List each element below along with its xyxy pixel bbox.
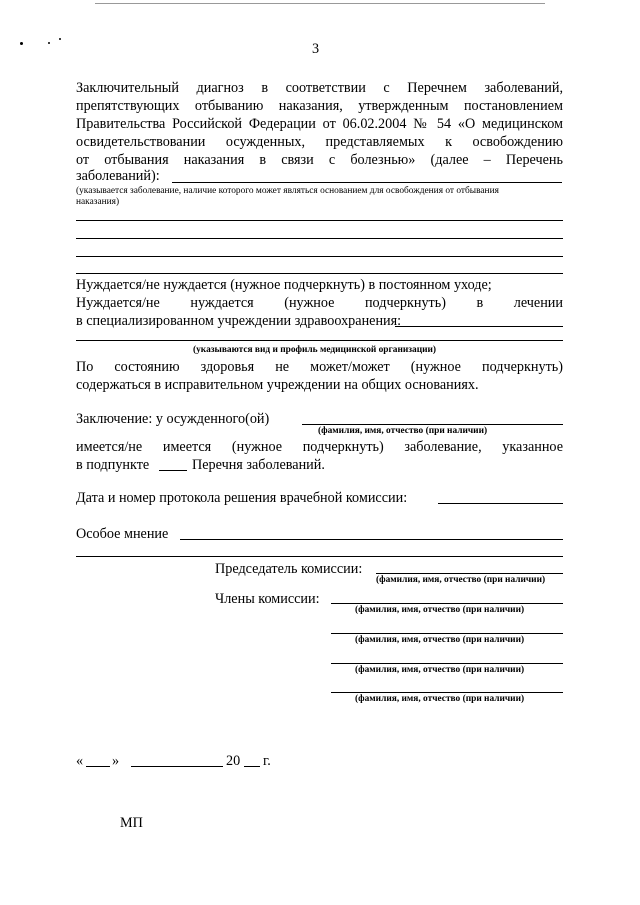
- correctional-text-line: содержаться в исправительном учреждении на общих основаниях.: [76, 377, 479, 393]
- member-fill-line: [331, 692, 563, 693]
- stamp-place: МП: [120, 815, 143, 831]
- subclause-fill-line: [159, 470, 187, 471]
- diagnosis-hint: наказания): [76, 197, 120, 207]
- protocol-label: Дата и номер протокола решения врачебной комиссии:: [76, 490, 408, 506]
- care-fill-line: [395, 326, 563, 327]
- date-day-line: [86, 766, 110, 767]
- date-year-prefix: 20: [226, 753, 241, 769]
- diagnosis-fill-line: [76, 256, 563, 257]
- scan-speck: [48, 42, 50, 44]
- date-year-suffix: г.: [263, 753, 271, 769]
- diagnosis-text-line: от отбывания наказания в связи с болезнью» (далее – Перечень: [76, 152, 563, 168]
- page-number: 3: [312, 41, 320, 57]
- member-fill-line: [331, 603, 563, 604]
- diagnosis-fill-line: [76, 238, 563, 239]
- care-text-line: Нуждается/не нуждается (нужное подчеркнуть) в постоянном уходе;: [76, 277, 492, 293]
- members-label: Члены комиссии:: [215, 591, 320, 607]
- diagnosis-text-line: Заключительный диагноз в соответствии с Перечнем заболеваний,: [76, 80, 563, 96]
- chair-label: Председатель комиссии:: [215, 561, 363, 577]
- opinion-fill-line: [76, 556, 563, 557]
- conclusion-text-line: имеется/не имеется (нужное подчеркнуть) заболевание, указанное: [76, 439, 563, 455]
- diagnosis-fill-line: [76, 220, 563, 221]
- member-hint: (фамилия, имя, отчество (при наличии): [355, 605, 525, 615]
- care-fill-line: [76, 340, 563, 341]
- conclusion-text-line: Перечня заболеваний.: [192, 457, 325, 473]
- correctional-text-line: По состоянию здоровья не может/может (нужное подчеркнуть): [76, 359, 563, 375]
- date-year-line: [244, 766, 260, 767]
- scan-top-edge: [95, 3, 545, 4]
- member-hint: (фамилия, имя, отчество (при наличии): [355, 694, 525, 704]
- member-hint: (фамилия, имя, отчество (при наличии): [355, 665, 525, 675]
- chair-hint: (фамилия, имя, отчество (при наличии): [376, 575, 546, 585]
- diagnosis-hint: (указывается заболевание, наличие которого может являться основанием для освобождения от отбывания: [76, 186, 499, 196]
- diagnosis-text-line: освидетельствовании осужденных, представляемых к освобождению: [76, 134, 563, 150]
- protocol-fill-line: [438, 503, 563, 504]
- date-close-quote: »: [112, 753, 120, 769]
- opinion-fill-line: [180, 539, 563, 540]
- care-hint: (указываются вид и профиль медицинской организации): [193, 345, 437, 355]
- conclusion-fill-line: [302, 424, 563, 425]
- scan-speck: [20, 42, 23, 45]
- conclusion-text-line: в подпункте: [76, 457, 150, 473]
- conclusion-hint: (фамилия, имя, отчество (при наличии): [318, 426, 488, 436]
- date-month-line: [131, 766, 223, 767]
- diagnosis-text-line: заболеваний):: [76, 168, 160, 184]
- care-text-line: Нуждается/не нуждается (нужное подчеркнуть) в лечении: [76, 295, 563, 311]
- chair-fill-line: [376, 573, 563, 574]
- diagnosis-text-line: Правительства Российской Федерации от 06.02.2004 № 54 «О медицинском: [76, 116, 563, 132]
- opinion-label: Особое мнение: [76, 526, 169, 542]
- member-fill-line: [331, 663, 563, 664]
- diagnosis-text-line: препятствующих отбыванию наказания, утвержденным постановлением: [76, 98, 563, 114]
- diagnosis-fill-line: [76, 273, 563, 274]
- diagnosis-fill-line: [172, 182, 562, 183]
- member-hint: (фамилия, имя, отчество (при наличии): [355, 635, 525, 645]
- date-open-quote: «: [76, 753, 84, 769]
- care-text-line: в специализированном учреждении здравоохранения:: [76, 313, 402, 329]
- conclusion-label: Заключение: у осужденного(ой): [76, 411, 270, 427]
- member-fill-line: [331, 633, 563, 634]
- scan-speck: [59, 38, 61, 40]
